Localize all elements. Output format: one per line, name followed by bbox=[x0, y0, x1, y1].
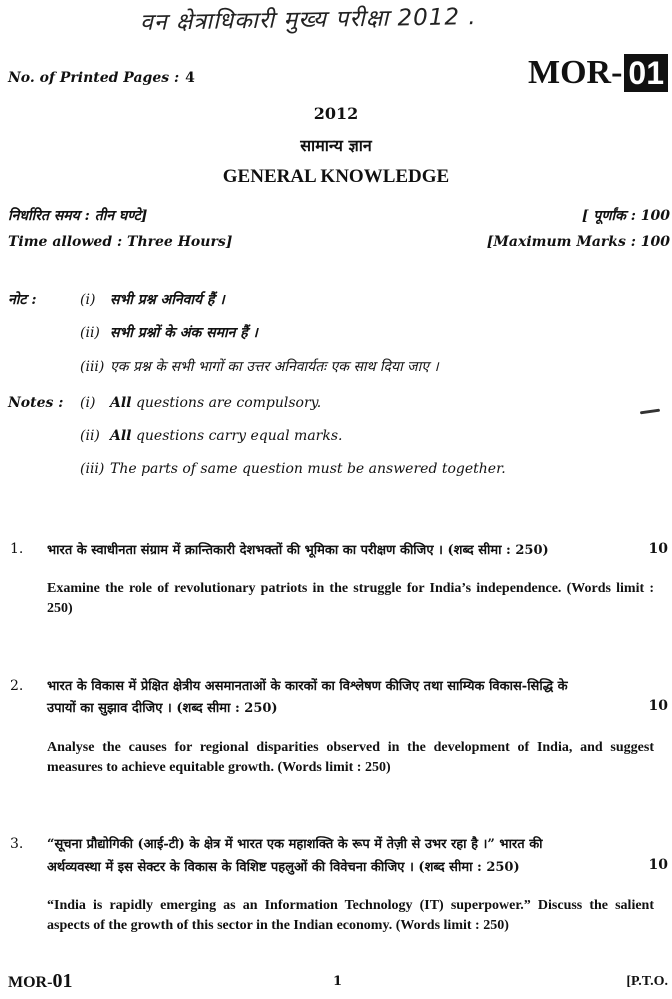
note-roman: (i) bbox=[80, 292, 96, 308]
question-english: “India is rapidly emerging as an Information Technology (IT) superpower.” Discuss the salient aspects of the growth of this sector in the Indian economy. (Words limit : 250) bbox=[47, 898, 654, 933]
question-marks: 10 bbox=[648, 698, 668, 714]
paper-code-suffix: 01 bbox=[624, 54, 668, 92]
question-hindi-line: उपायों का सुझाव दीजिए । (शब्द सीमा : 250) bbox=[47, 701, 278, 716]
footer-code-prefix: MOR- bbox=[8, 974, 53, 991]
note-english-item bbox=[80, 428, 342, 444]
note-strong: All bbox=[110, 428, 132, 444]
note-hindi-item bbox=[80, 323, 258, 342]
note-strong: All bbox=[110, 395, 132, 411]
question-number: 1. bbox=[10, 541, 24, 557]
question-marks: 10 bbox=[648, 857, 668, 873]
note-roman: (i) bbox=[80, 395, 96, 411]
exam-year: 2012 bbox=[313, 104, 359, 123]
note-english-item bbox=[80, 395, 321, 411]
printed-pages-info bbox=[8, 70, 195, 86]
note-text: एक प्रश्न के सभी भागों का उत्तर अनिवार्यतः एक साथ दिया जाए । bbox=[110, 359, 439, 375]
note-text: सभी प्रश्नों के अंक समान हैं । bbox=[110, 325, 258, 341]
note-text: The parts of same question must be answered together. bbox=[110, 461, 506, 477]
question-english: Examine the role of revolutionary patriots in the struggle for India’s independence. (Words limit : 250) bbox=[47, 581, 654, 616]
question-hindi-line: अर्थव्यवस्था में इस सेक्टर के विकास के विशिष्ट पहलुओं की विवेचना कीजिए । (शब्द सीमा : 250) bbox=[47, 860, 520, 875]
note-roman: (iii) bbox=[80, 359, 105, 375]
time-allowed-english: Time allowed : Three Hours] bbox=[8, 234, 233, 250]
footer-paper-code bbox=[8, 970, 72, 993]
paper-code bbox=[528, 54, 668, 92]
printed-pages-value: 4 bbox=[185, 70, 195, 86]
scan-artifact bbox=[640, 409, 660, 415]
notes-label-english: Notes : bbox=[8, 395, 64, 411]
note-text: questions carry equal marks. bbox=[131, 428, 343, 444]
question-number: 2. bbox=[10, 678, 24, 694]
note-roman: (ii) bbox=[80, 325, 100, 341]
title-hindi: सामान्य ज्ञान bbox=[300, 136, 372, 155]
footer-code-suffix: 01 bbox=[52, 970, 73, 992]
title-english: GENERAL KNOWLEDGE bbox=[222, 166, 450, 187]
handwritten-annotation: वन क्षेत्राधिकारी मुख्य परीक्षा 2012 . bbox=[139, 4, 477, 36]
question-marks: 10 bbox=[648, 541, 668, 557]
time-allowed-hindi: निर्धारित समय : तीन घण्टे] bbox=[8, 208, 148, 224]
question-number: 3. bbox=[10, 836, 24, 852]
page-number: 1 bbox=[333, 974, 343, 989]
note-english-item bbox=[80, 461, 506, 477]
notes-label-hindi: नोट : bbox=[8, 292, 37, 308]
max-marks-hindi: [ पूर्णांक : 100 bbox=[581, 208, 670, 224]
note-hindi-item bbox=[80, 357, 439, 376]
max-marks-english: [Maximum Marks : 100 bbox=[486, 234, 670, 250]
note-roman: (iii) bbox=[80, 461, 105, 477]
question-hindi-line: भारत के स्वाधीनता संग्राम में क्रान्तिकारी देशभक्तों की भूमिका का परीक्षण कीजिए । (शब्द सीमा : 250) bbox=[47, 543, 549, 558]
paper-code-prefix: MOR- bbox=[528, 54, 623, 91]
please-turn-over: [P.T.O. bbox=[626, 974, 668, 989]
note-hindi-item bbox=[80, 290, 225, 309]
question-english: Analyse the causes for regional disparities observed in the development of India, and suggest measures to achieve equitable growth. (Words limit : 250) bbox=[47, 740, 654, 775]
note-text: questions are compulsory. bbox=[131, 395, 322, 411]
printed-pages-label: No. of Printed Pages : bbox=[8, 70, 180, 86]
note-text: सभी प्रश्न अनिवार्य हैं । bbox=[110, 292, 225, 308]
note-roman: (ii) bbox=[80, 428, 100, 444]
question-hindi-line: “सूचना प्रौद्योगिकी (आई-टी) के क्षेत्र में भारत एक महाशक्ति के रूप में तेज़ी से उभर रहा है ।” भारत की bbox=[47, 837, 543, 852]
question-hindi-line: भारत के विकास में प्रेक्षित क्षेत्रीय असमानताओं के कारकों का विश्लेषण कीजिए तथा साम्यिक विकास-सिद्धि के bbox=[47, 679, 568, 694]
